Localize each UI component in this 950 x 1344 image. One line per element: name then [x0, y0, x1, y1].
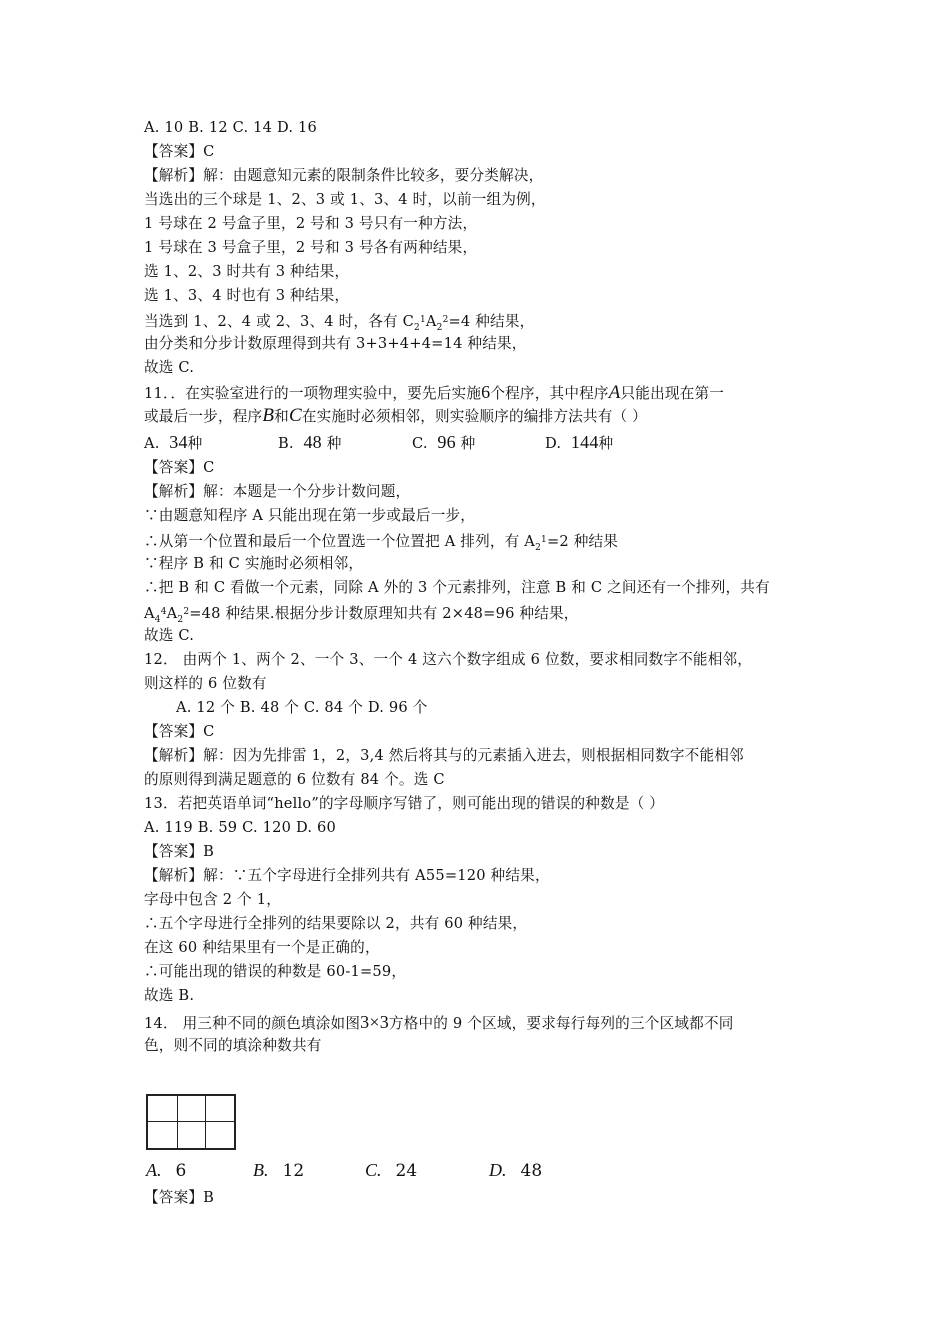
- grid-line-h1: [148, 1121, 234, 1122]
- q10-explanation-3: 1 号球在 2 号盒子里，2 号和 3 号只有一种方法，: [144, 215, 478, 232]
- q14-option-b: B. 12: [253, 1160, 305, 1181]
- q11-explanation-1: 【解析】解：本题是一个分步计数问题，: [144, 483, 411, 500]
- q13-explanation-4: 在这 60 种结果里有一个是正确的，: [144, 939, 380, 956]
- q12-options: A. 12 个 B. 48 个 C. 84 个 D. 96 个: [176, 699, 428, 716]
- q11-option-d: D. 144种: [545, 432, 614, 452]
- q10-explanation-7: 当选到 1、2、4 或 2、3、4 时，各有 $C_2^1A_2^2=4$ 种结果，: [144, 313, 535, 333]
- q10-options: A. 10 B. 12 C. 14 D. 16: [144, 119, 317, 136]
- q11-explanation-6: $A_4^4A_2^2=48$ 种结果.根据分步计数原理知共有 2×48=96 种结果，: [144, 605, 579, 625]
- q12-stem-2: 则这样的 6 位数有: [144, 675, 267, 692]
- q11-explanation-7: 故选 C.: [144, 627, 195, 644]
- grid-figure-3x3: [146, 1094, 236, 1150]
- q13-explanation-5: ∴可能出现的错误的种数是 60-1=59，: [144, 963, 407, 980]
- q11-explanation-2: ∵由题意知程序 A 只能出现在第一步或最后一步，: [144, 507, 476, 524]
- grid-line-v2: [205, 1096, 206, 1148]
- q11-explanation-3: ∴从第一个位置和最后一个位置选一个位置把 A 排列，有 $A_2^1=2$ 种结果: [144, 533, 619, 553]
- q14-option-c: C. 24: [365, 1160, 418, 1181]
- q13-answer: 【答案】B: [144, 843, 215, 860]
- q10-explanation-2: 当选出的三个球是 1、2、3 或 1、3、4 时，以前一组为例，: [144, 191, 546, 208]
- q14-option-d: D. 48: [489, 1160, 543, 1181]
- q11-explanation-4: ∵程序 B 和 C 实施时必须相邻，: [144, 555, 364, 572]
- q11-option-c: C. 96 种: [412, 432, 476, 452]
- q14-answer: 【答案】B: [144, 1189, 215, 1206]
- q13-explanation-1: 【解析】解：∵五个字母进行全排列共有 A55=120 种结果，: [144, 867, 550, 884]
- q12-explanation-2: 的原则得到满足题意的 6 位数有 84 个。选 C: [144, 771, 445, 788]
- grid-line-v1: [177, 1096, 178, 1148]
- q13-explanation-3: ∴五个字母进行全排列的结果要除以 2，共有 60 种结果，: [144, 915, 528, 932]
- q11-stem-1: 11．．在实验室进行的一项物理实验中，要先后实施6个程序，其中程序A只能出现在第一: [144, 382, 725, 403]
- q11-answer: 【答案】C: [144, 459, 215, 476]
- q11-explanation-5: ∴把 B 和 C 看做一个元素，同除 A 外的 3 个元素排列，注意 B 和 C 之间还有一个排列，共有: [144, 579, 770, 596]
- q13-options: A. 119 B. 59 C. 120 D. 60: [144, 819, 336, 836]
- q14-stem-1: 14． 用三种不同的颜色填涂如图3×3方格中的 9 个区域，要求每行每列的三个区域都不同: [144, 1012, 734, 1032]
- q13-explanation-6: 故选 B.: [144, 987, 195, 1004]
- q11-option-b: B. 48 种: [278, 432, 342, 452]
- q10-answer: 【答案】C: [144, 143, 215, 160]
- q14-option-a: A. 6: [146, 1160, 187, 1181]
- q12-stem-1: 12． 由两个 1、两个 2、一个 3、一个 4 这六个数字组成 6 位数，要求相同数字不能相邻，: [144, 651, 753, 668]
- q13-explanation-2: 字母中包含 2 个 1，: [144, 891, 282, 908]
- q10-explanation-5: 选 1、2、3 时共有 3 种结果，: [144, 263, 350, 280]
- q12-explanation-1: 【解析】解：因为先排雷 1，2，3,4 然后将其与的元素插入进去，则根据相同数字不能相邻: [144, 747, 744, 764]
- q10-explanation-1: 【解析】解：由题意知元素的限制条件比较多，要分类解决，: [144, 167, 544, 184]
- q10-explanation-9: 故选 C.: [144, 359, 195, 376]
- q11-option-a: A. 34种: [144, 432, 203, 452]
- q13-stem: 13．若把英语单词“hello”的字母顺序写错了，则可能出现的错误的种数是（ ）: [144, 795, 665, 812]
- q10-explanation-6: 选 1、3、4 时也有 3 种结果，: [144, 287, 350, 304]
- q12-answer: 【答案】C: [144, 723, 215, 740]
- q10-explanation-4: 1 号球在 3 号盒子里，2 号和 3 号各有两种结果，: [144, 239, 478, 256]
- q14-stem-2: 色，则不同的填涂种数共有: [144, 1037, 322, 1054]
- q10-explanation-8: 由分类和分步计数原理得到共有 3+3+4+4=14 种结果，: [144, 335, 527, 352]
- q11-stem-2: 或最后一步，程序B和C在实施时必须相邻，则实验顺序的编排方法共有（ ）: [144, 405, 647, 426]
